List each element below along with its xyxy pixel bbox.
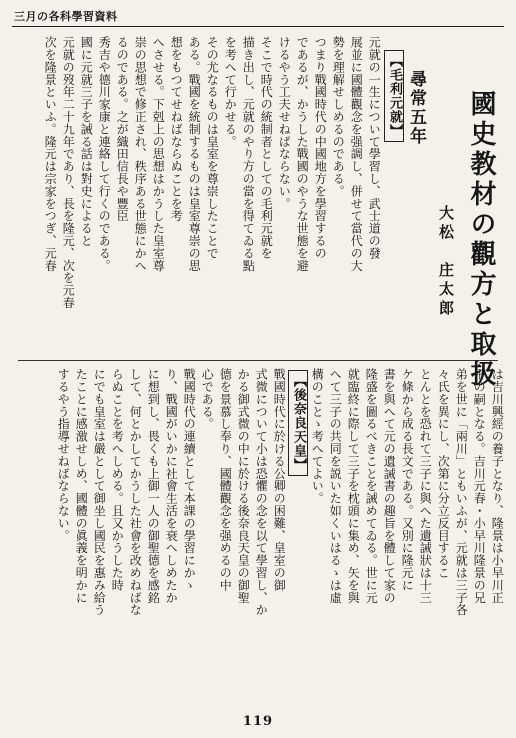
text-column: 崇の思想で修正され、秩序ある世態にかへ	[133, 36, 148, 272]
text-column: にでも皇室は嚴として御坐し國民を惠み給う	[92, 368, 107, 616]
text-column: そこで時代の統制者としての毛利元就を	[259, 36, 274, 260]
text-column: らぬことを考へしめる。且又かうした時	[110, 368, 125, 592]
text-column: して、何とかしてかうした社會を改めねばな	[128, 368, 143, 616]
text-column: 々氏を異にし、次第に分立反目するこ	[436, 368, 451, 579]
subheading-go-nara: 【後奈良天皇】	[288, 370, 308, 476]
text-column: 戰國時代に於ける公卿の困難、皇室の御	[272, 368, 287, 592]
text-column: 書を與へて元の遺誡書の趣旨を體して家の	[382, 368, 397, 604]
text-column: その尤なるものは皇室を尊崇したことで	[205, 36, 220, 260]
text-column: 平の嗣となる。吉川元春・小早川隆景の兄	[472, 368, 487, 604]
text-column: 元就の歿年二十九年であり、長を隆元、次を元春	[61, 36, 76, 309]
text-column: 國に元就三子を誡る話は對史によると	[79, 36, 94, 247]
text-column: 戰國時代の連續として本課の學習にかゝ	[182, 368, 197, 592]
text-column: 心である。	[200, 368, 215, 430]
text-column: とんとを恐れて三子に與へた遺誡狀は十三	[418, 368, 433, 604]
text-column: へて三子の共同を説いた如くいはるゝは虛	[328, 368, 343, 604]
text-column: であるが、かうした戰國のやうな世態を避	[295, 36, 310, 272]
text-column: へさせる。下剋上の思想はかうした皇室尊	[151, 36, 166, 272]
page-number: 119	[242, 714, 274, 729]
text-column: 式微について小は恐懼の念を以て學習し、か	[254, 368, 269, 616]
text-column: 秀吉や德川家康と連絡して行くのである。	[97, 36, 112, 272]
text-column: に想到し、畏くも上御一人の御聖德を感銘	[146, 368, 161, 604]
article-title: 國史教材の觀方と取扱	[466, 90, 496, 390]
running-head: 三月の各科學習資料	[14, 10, 118, 23]
subheading-mori-motonari: 【毛利元就】	[384, 50, 404, 142]
text-column: 描き出し、元就のやり方の當を得てゐる點	[241, 36, 256, 272]
text-column: 想をもつてせねばならぬことを考	[169, 36, 184, 222]
text-column: するやう指導せねばならない。	[56, 368, 71, 542]
header-rule	[12, 26, 504, 27]
text-column: ケ條から成る長文である。又別に隆元に	[400, 368, 415, 592]
text-column: 次を隆景といふ。隆元は宗家をつぎ、元春	[43, 36, 58, 272]
text-column: 德を景慕し奉り、國體觀念を强めるの中	[218, 368, 233, 592]
text-column: 勢を理解せしめるのである。	[331, 36, 346, 198]
text-column: けるやう工夫せねばならない。	[277, 36, 292, 210]
text-column: 弟を世に「兩川」ともいふが、元就は三子各	[454, 368, 469, 616]
tier-divider-rule	[18, 360, 498, 361]
text-column: 隆盛を圖るべきことを誡めてゐる。世に元	[364, 368, 379, 604]
text-column: 元就の一生について學習し、武士道の發	[367, 36, 382, 260]
text-column: 構のことゝ考へてよい。	[310, 368, 325, 505]
author: 大松 庄太郎	[437, 205, 455, 319]
text-column: 就臨終に際して三子を枕頭に集め、矢を與	[346, 368, 361, 604]
text-column: を考へて行かせる。	[223, 36, 238, 148]
text-column: るのである。之が織田信長や豐臣	[115, 36, 130, 222]
text-column: つまり戰國時代の中國地方を學習するの	[313, 36, 328, 260]
text-column: り、戰國がいかに社會生活を衰へしめたか	[164, 368, 179, 604]
text-column: ある。戰國を統制するものは皇室尊崇の思	[187, 36, 202, 272]
section-heading-grade5: 尋常五年	[406, 70, 426, 146]
text-column: かる御式微の中に於ける後奈良天皇の御聖	[236, 368, 251, 604]
text-column: 展並に國體觀念を强調し、併せて當代の大	[349, 36, 364, 272]
text-column: たことに感激せしめ、國體の眞義を明かに	[74, 368, 89, 604]
text-column: は吉川興經の養子となり、隆景は小早川正	[490, 368, 505, 604]
